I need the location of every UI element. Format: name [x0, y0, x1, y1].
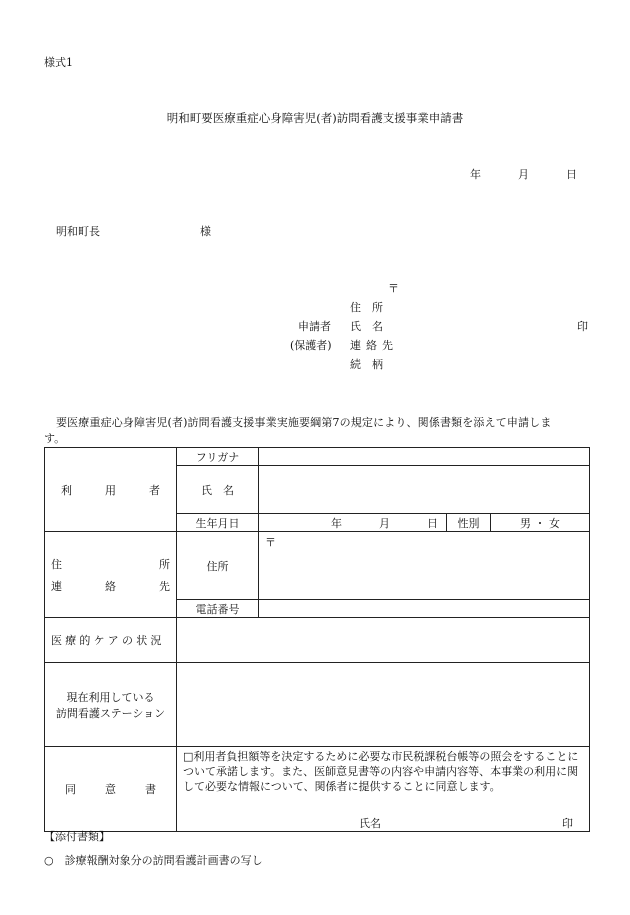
- application-table: [44, 447, 590, 832]
- postal-mark: 〒: [265, 536, 276, 549]
- applicant-seal: 印: [577, 320, 588, 333]
- station-label: 現在利用している 訪問看護ステーション: [45, 663, 177, 747]
- medical-care-field[interactable]: [177, 618, 590, 663]
- user-label-cell: 利 用 者: [45, 448, 177, 532]
- addressee-name: 明和町長: [56, 225, 100, 238]
- consent-label-cell: 同 意 書: [45, 747, 177, 832]
- intro-text-line1: 要医療重症心身障害児(者)訪問看護支援事業実施要綱第7の規定により、関係書類を添えて申請しま: [56, 416, 552, 429]
- applicant-name-label: 氏 名: [350, 320, 383, 333]
- gender-options[interactable]: 男 ・ 女: [491, 514, 590, 532]
- birth-month-label: 月: [379, 516, 390, 530]
- date-day: 日: [566, 168, 577, 181]
- applicant-relation-label: 続 柄: [350, 358, 383, 371]
- user-name-field[interactable]: [259, 466, 590, 514]
- attachment-item: ○ 診療報酬対象分の訪問看護計画書の写し: [44, 854, 263, 867]
- consent-sign-seal: 印: [562, 817, 574, 830]
- date-year: 年: [470, 168, 481, 181]
- applicant-contact-label: 連絡先: [350, 339, 398, 352]
- birth-year-label: 年: [331, 516, 342, 530]
- page-title: 明和町要医療重症心身障害児(者)訪問看護支援事業申請書: [166, 111, 464, 125]
- date-month: 月: [518, 168, 529, 181]
- applicant-role: 申請者: [298, 320, 331, 333]
- birth-day-label: 日: [427, 516, 438, 530]
- applicant-postal-mark: 〒: [388, 282, 399, 295]
- addressee-honorific: 様: [200, 225, 211, 238]
- attachments-header: 【添付書類】: [44, 830, 110, 843]
- address-contact-label-cell: 住 所 連 絡 先: [45, 532, 177, 618]
- phone-label: 電話番号: [177, 600, 259, 618]
- furigana-field[interactable]: [259, 448, 590, 466]
- consent-cell[interactable]: [177, 747, 590, 832]
- birthdate-field[interactable]: [259, 514, 447, 532]
- guardian-role: (保護者): [290, 339, 332, 352]
- consent-text: □利用者負担額等を決定するために必要な市民税課税台帳等の照会をすることについて承諾します。また、医師意見書等の内容や申請内容等、本事業の利用に関して必要な情報について、関係者に提供することに同意します。: [183, 750, 579, 793]
- gender-label: 性別: [447, 514, 491, 532]
- furigana-label: フリガナ: [177, 448, 259, 466]
- address-field[interactable]: [259, 532, 590, 600]
- intro-text-line2: す。: [44, 432, 66, 445]
- station-field[interactable]: [177, 663, 590, 747]
- form-number: 様式1: [44, 56, 73, 69]
- medical-care-label: 医療的ケアの状況: [45, 618, 177, 663]
- applicant-address-label: 住 所: [350, 301, 383, 314]
- user-name-label: 氏 名: [177, 466, 259, 514]
- phone-field[interactable]: [259, 600, 590, 618]
- birthdate-label: 生年月日: [177, 514, 259, 532]
- address-sub-label: 住所: [177, 532, 259, 600]
- consent-sign-name: 氏名: [359, 817, 381, 830]
